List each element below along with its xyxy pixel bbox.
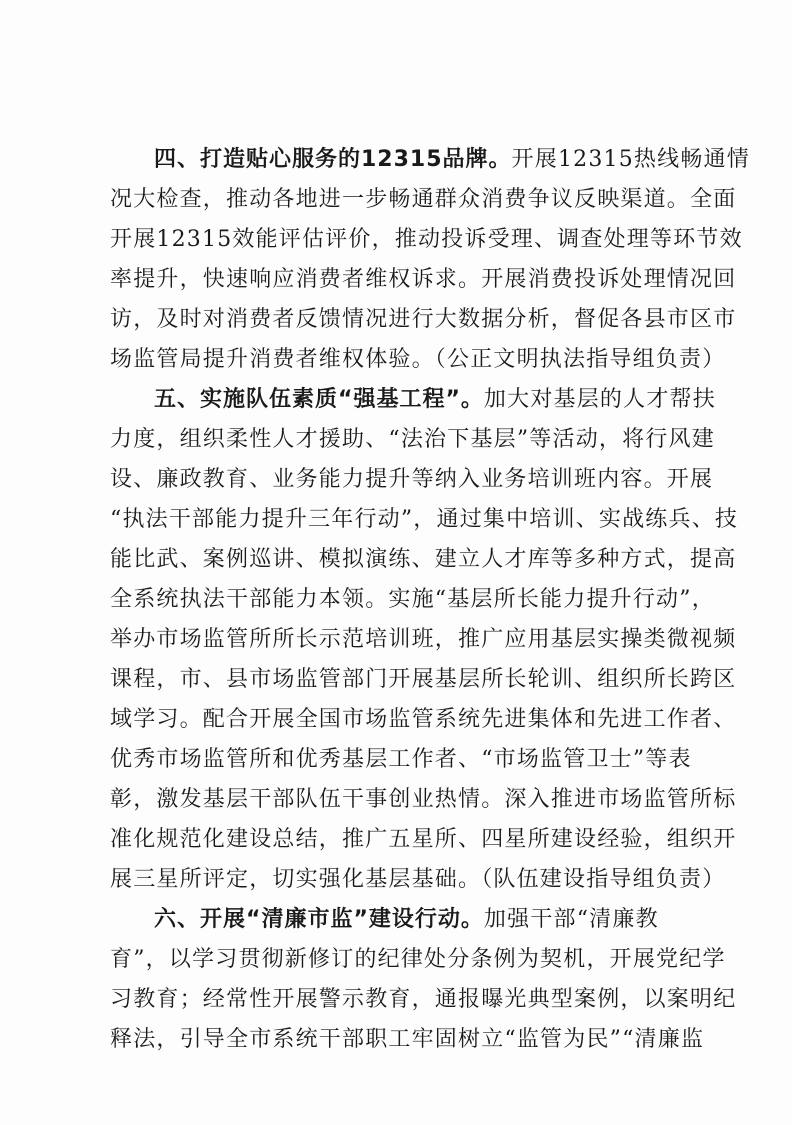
section-six-first-line (110, 900, 690, 940)
text-line: 场监管局提升消费者维权体验。（公正文明执法指导组负责） (110, 347, 726, 372)
text-line: 彰，激发基层干部队伍干事创业热情。深入推进市场监管所标 (110, 787, 737, 812)
text-line: 设、廉政教育、业务能力提升等纳入业务培训班内容。开展 (110, 467, 714, 492)
text-line: 育”，以学习贯彻新修订的纪律处分条例为契机，开展党纪学 (110, 947, 726, 972)
section-four (110, 140, 750, 380)
section-five-heading: 五、实施队伍素质“强基工程”。 (154, 387, 484, 412)
section-four-first-line (110, 140, 750, 180)
section-six-heading: 六、开展“清廉市监”建设行动。 (154, 907, 484, 932)
text-line: 释法，引导全市系统干部职工牢固树立“监管为民”“清廉监 (110, 1027, 705, 1052)
text-line: 访，及时对消费者反馈情况进行大数据分析，督促各县市区市 (110, 307, 737, 332)
text-line: 况大检查，推动各地进一步畅通群众消费争议反映渠道。全面 (110, 187, 737, 212)
section-six-first-line-text: 加强干部“清廉教 (483, 907, 659, 932)
text-line: 力度，组织柔性人才援助、“法治下基层”等活动，将行风建 (110, 427, 715, 452)
document-body (110, 140, 750, 1060)
text-line: 举办市场监管所所长示范培训班，推广应用基层实操类微视频 (110, 627, 737, 652)
text-line: “执法干部能力提升三年行动”，通过集中培训、实战练兵、技 (110, 507, 739, 532)
text-line: 能比武、案例巡讲、模拟演练、建立人才库等多种方式，提高 (110, 547, 737, 572)
section-four-heading: 四、打造贴心服务的12315品牌。 (154, 147, 512, 172)
text-line: 率提升，快速响应消费者维权诉求。开展消费投诉处理情况回 (110, 267, 737, 292)
text-line: 展三星所评定，切实强化基层基础。（队伍建设指导组负责） (110, 867, 726, 892)
section-five-first-line (110, 380, 716, 420)
text-line: 优秀市场监管所和优秀基层工作者、“市场监管卫士”等表 (110, 747, 692, 772)
text-line: 全系统执法干部能力本领。实施“基层所长能力提升行动”， (110, 587, 715, 612)
section-four-first-line-text: 开展12315热线畅通情 (511, 147, 750, 172)
text-line: 开展12315效能评估评价，推动投诉受理、调查处理等环节效 (110, 227, 743, 252)
text-line: 准化规范化建设总结，推广五星所、四星所建设经验，组织开 (110, 827, 737, 852)
section-five-first-line-text: 加大对基层的人才帮扶 (483, 387, 716, 412)
text-line: 习教育；经常性开展警示教育，通报曝光典型案例，以案明纪 (110, 987, 737, 1012)
text-line: 课程，市、县市场监管部门开展基层所长轮训、组织所长跨区 (110, 667, 737, 692)
section-six (110, 900, 737, 1060)
text-line: 域学习。配合开展全国市场监管系统先进集体和先进工作者、 (110, 707, 737, 732)
section-five (110, 380, 739, 900)
